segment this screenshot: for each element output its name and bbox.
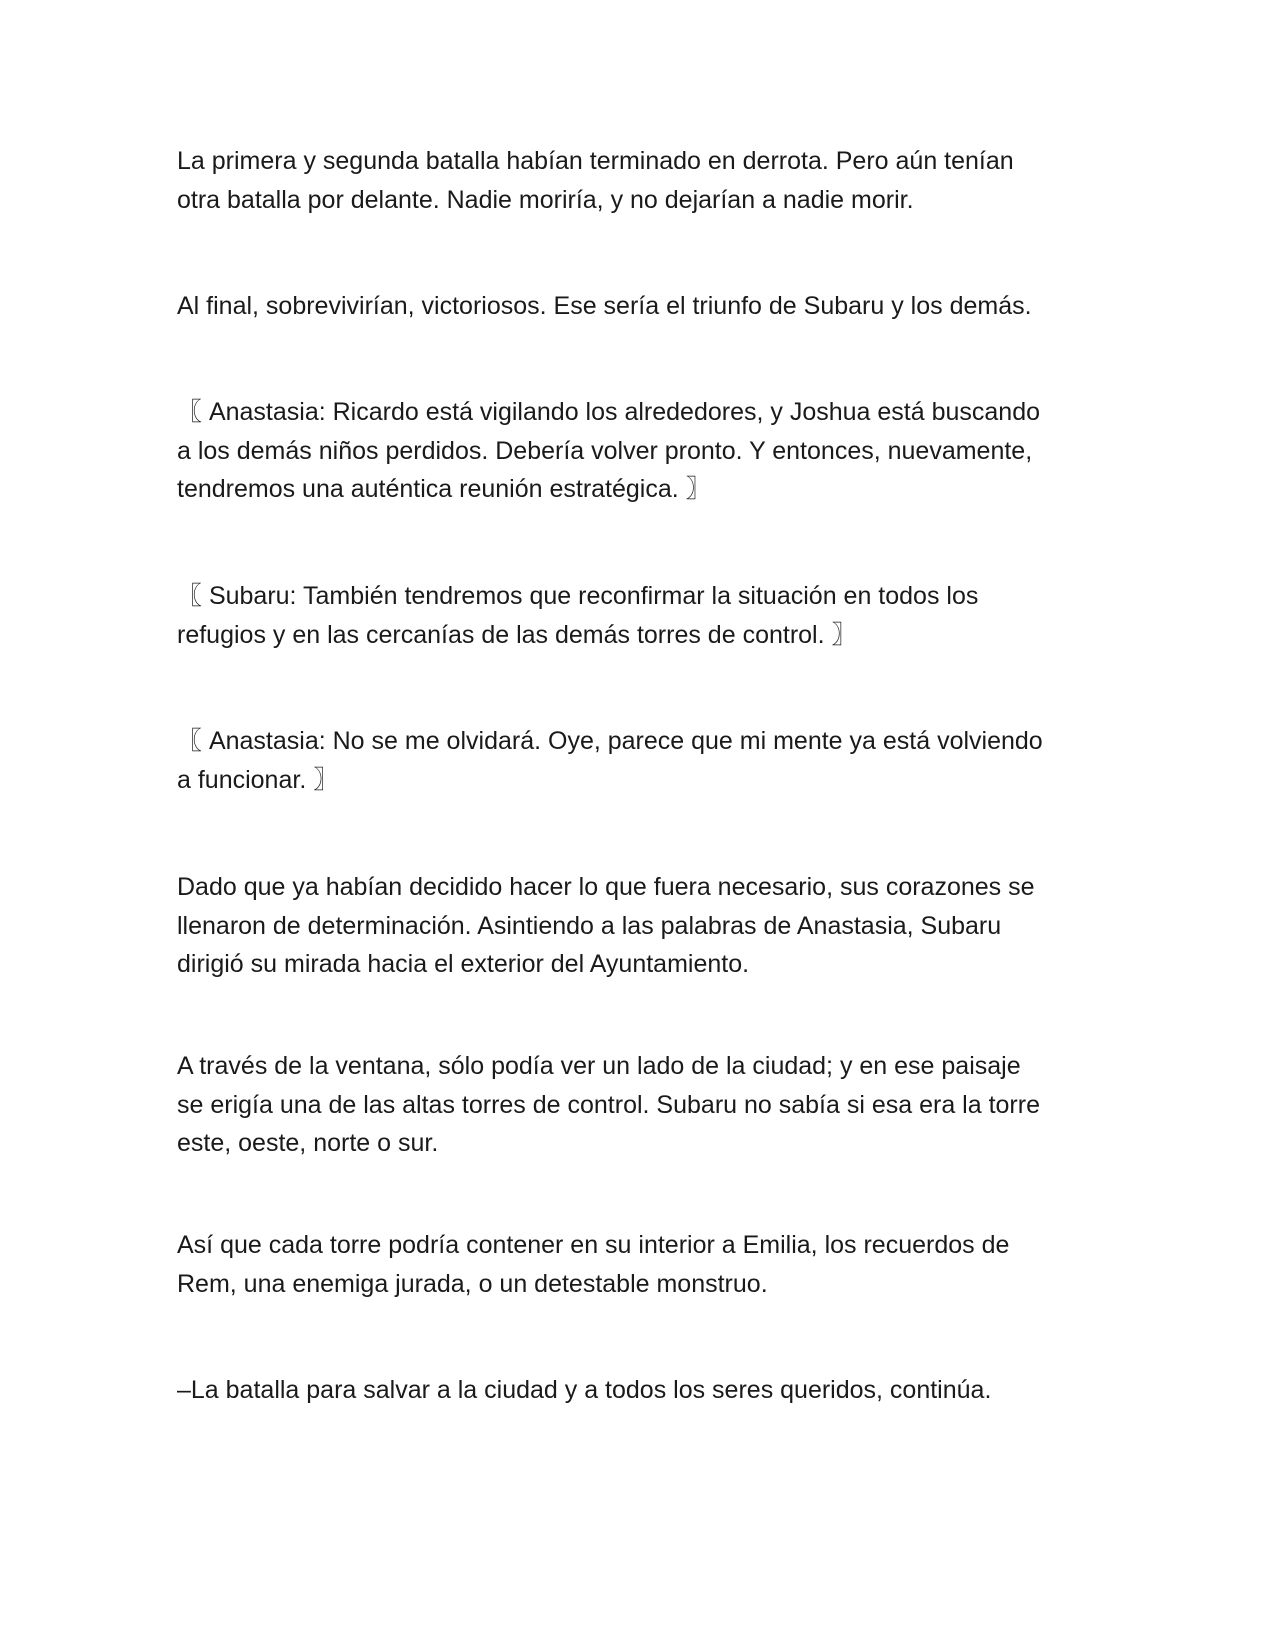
dialogue-anastasia-2: 〖 Anastasia: No se me olvidará. Oye, parece que mi mente ya está volviendo a funcionar. 〗 (177, 727, 1043, 794)
paragraph-8: Así que cada torre podría contener en su interior a Emilia, los recuerdos de Rem, una enemiga jurada, o un detestable monstruo. (177, 1231, 1010, 1298)
dialogue-subaru: 〖 Subaru: También tendremos que reconfirmar la situación en todos los refugios y en las cercanías de las demás torres de control. 〗 (177, 582, 979, 649)
paragraph-6: Dado que ya habían decidido hacer lo que fuera necesario, sus corazones se llenaron de determinación. Asintiendo a las palabras de Anastasia, Subaru dirigió su mirada hacia el exterior del Ayuntamiento. (177, 873, 1035, 978)
paragraph-7: A través de la ventana, sólo podía ver un lado de la ciudad; y en ese paisaje se erigía una de las altas torres de control. Subaru no sabía si esa era la torre este, oeste, norte o sur. (177, 1052, 1040, 1157)
dialogue-anastasia-1: 〖 Anastasia: Ricardo está vigilando los alrededores, y Joshua está buscando a los demás niños perdidos. Debería volver pronto. Y entonces, nuevamente, tendremos una auténtica reunión estratégica. 〗 (177, 398, 1041, 503)
paragraph-2: Al final, sobrevivirían, victoriosos. Ese sería el triunfo de Subaru y los demás. (177, 292, 1032, 320)
paragraph-1: La primera y segunda batalla habían terminado en derrota. Pero aún tenían otra batalla por delante. Nadie moriría, y no dejarían a nadie morir. (177, 147, 1014, 214)
paragraph-9: –La batalla para salvar a la ciudad y a todos los seres queridos, continúa. (177, 1376, 992, 1404)
